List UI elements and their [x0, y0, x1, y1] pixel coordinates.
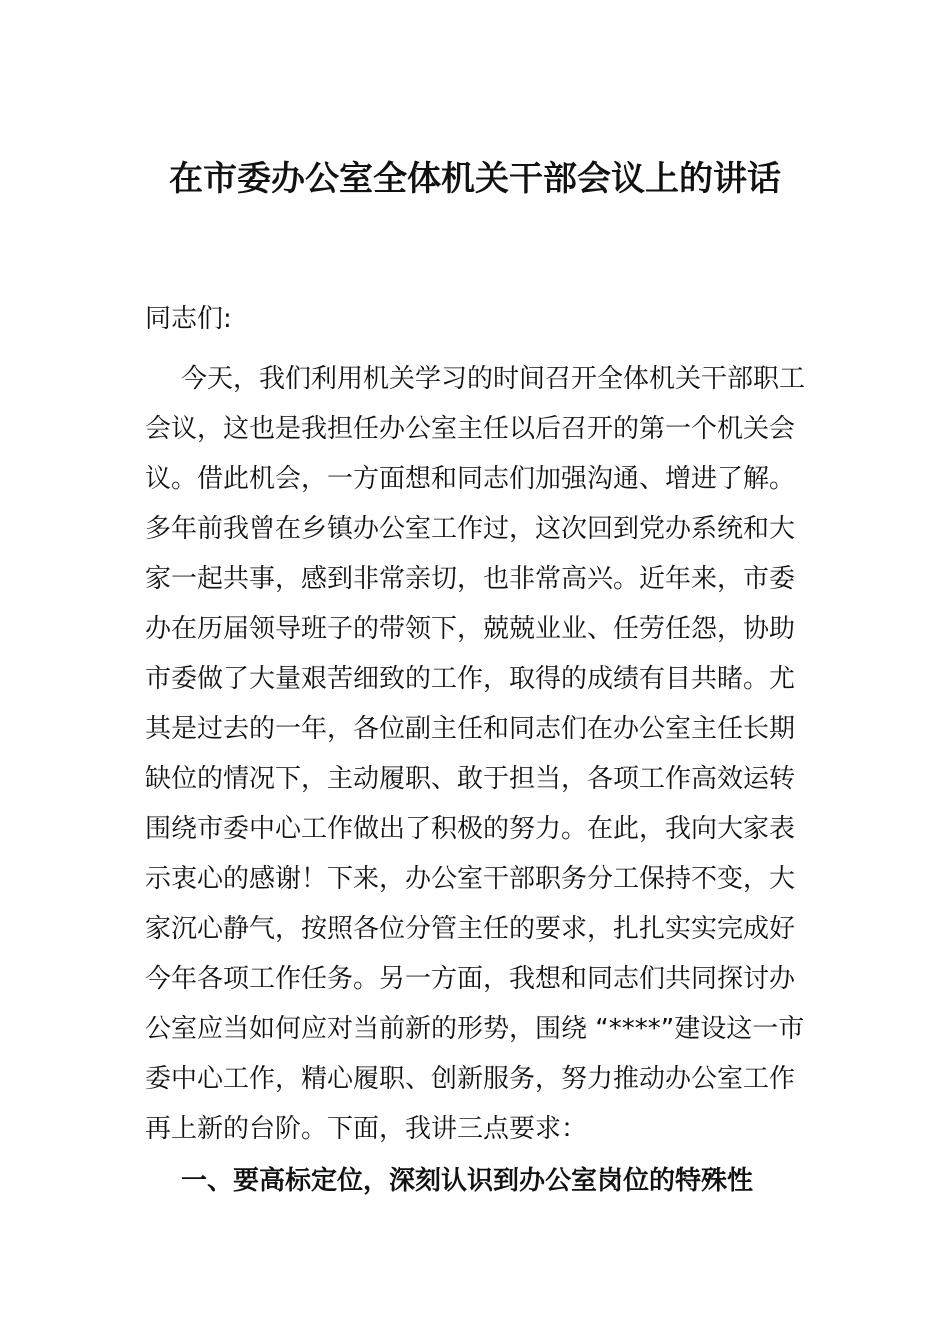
- paragraph-line: 其是过去的一年，各位副主任和同志们在办公室主任长期: [145, 714, 796, 744]
- paragraph-line: 示衷心的感谢！下来，办公室干部职务分工保持不变，大: [145, 864, 796, 894]
- paragraph-line: 会议，这也是我担任办公室主任以后召开的第一个机关会: [145, 414, 796, 444]
- paragraph-line: 围绕市委中心工作做出了积极的努力。在此，我向大家表: [145, 814, 796, 844]
- paragraph-line: 公室应当如何应对当前新的形势，围绕 “****”建设这一市: [145, 1014, 805, 1044]
- salutation: 同志们:: [145, 304, 232, 334]
- document-title: 在市委办公室全体机关干部会议上的讲话: [169, 159, 781, 199]
- paragraph-line: 议。借此机会，一方面想和同志们加强沟通、增进了解。: [145, 464, 796, 494]
- paragraph-line: 委中心工作，精心履职、创新服务，努力推动办公室工作: [145, 1064, 796, 1094]
- paragraph-line: 办在历届领导班子的带领下，兢兢业业、任劳任怨，协助: [145, 614, 796, 644]
- paragraph-line: 市委做了大量艰苦细致的工作，取得的成绩有目共睹。尤: [145, 664, 796, 694]
- paragraph-line: 家一起共事，感到非常亲切，也非常高兴。近年来，市委: [145, 564, 796, 594]
- paragraph-line: 再上新的台阶。下面，我讲三点要求：: [145, 1114, 588, 1144]
- paragraph-line: 今天，我们利用机关学习的时间召开全体机关干部职工: [181, 364, 806, 394]
- section-heading: 一、要高标定位，深刻认识到办公室岗位的特殊性: [181, 1166, 754, 1196]
- paragraph-line: 今年各项工作任务。另一方面，我想和同志们共同探讨办: [145, 964, 796, 994]
- paragraph-line: 家沉心静气，按照各位分管主任的要求，扎扎实实完成好: [145, 914, 796, 944]
- paragraph-line: 缺位的情况下，主动履职、敢于担当，各项工作高效运转: [145, 764, 796, 794]
- body-paragraph: [145, 354, 815, 1154]
- paragraph-line: 多年前我曾在乡镇办公室工作过，这次回到党办系统和大: [145, 514, 796, 544]
